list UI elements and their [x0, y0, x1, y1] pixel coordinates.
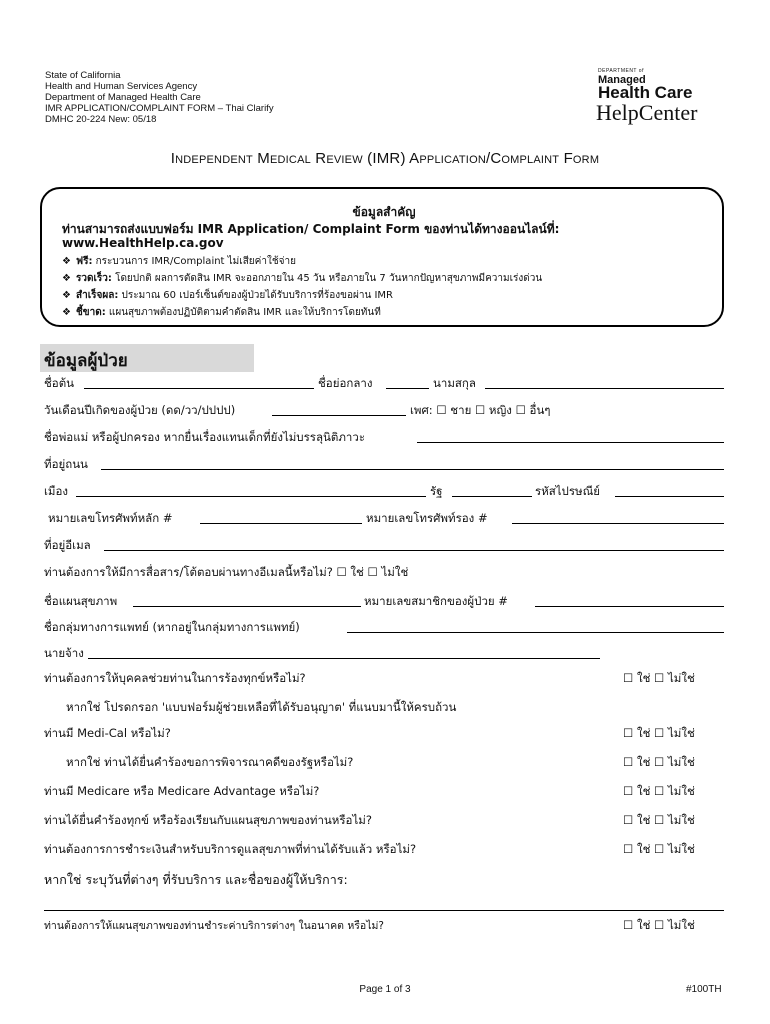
header-line: Health and Human Services Agency	[45, 81, 198, 92]
patient-info-section-header	[40, 344, 254, 372]
medicare-yes-no[interactable]: ☐ ใช่ ☐ ไม่ใช่	[623, 784, 695, 798]
header-line: State of California	[45, 70, 121, 81]
street-address-field[interactable]	[101, 469, 724, 470]
important-info-box	[40, 187, 724, 327]
zip-label: รหัสไปรษณีย์	[535, 484, 601, 498]
diamond-bullet-icon: ❖	[62, 307, 71, 318]
dmhc-helpcenter-logo	[596, 66, 726, 126]
state-field[interactable]	[452, 496, 532, 497]
reimbursement-question: ท่านต้องการการชำระเงินสำหรับบริการดูแลสุขภาพที่ท่านได้รับแล้ว หรือไม่?	[44, 842, 417, 856]
secondary-phone-field[interactable]	[512, 523, 724, 524]
medical-group-label: ชื่อกลุ่มทางการแพทย์ (หากอยู่ในกลุ่มทางการแพทย์)	[44, 620, 300, 634]
city-label: เมือง	[44, 484, 69, 498]
logo-managed-text: Managed	[598, 74, 646, 86]
bullet-label: รวดเร็ว:	[76, 273, 112, 284]
medicare-question: ท่านมี Medicare หรือ Medicare Advantage หรือไม่?	[44, 784, 320, 798]
header-line: DMHC 20-224 New: 05/18	[45, 114, 157, 125]
bullet-text: ประมาณ 60 เปอร์เซ็นต์ของผู้ป่วยได้รับบริการที่ร้องขอผ่าน IMR	[118, 290, 393, 301]
state-hearing-yes-no[interactable]: ☐ ใช่ ☐ ไม่ใช่	[623, 755, 695, 769]
employer-label: นายจ้าง	[44, 646, 84, 660]
state-label: รัฐ	[430, 484, 443, 498]
header-line: IMR APPLICATION/COMPLAINT FORM – Thai Clarify	[45, 103, 274, 114]
notice-heading: ข้อมูลสำคัญ	[352, 205, 416, 219]
grievance-question: ท่านได้ยื่นคำร้องทุกข์ หรือร้องเรียนกับแผนสุขภาพของท่านหรือไม่?	[44, 813, 372, 827]
last-name-field[interactable]	[485, 388, 724, 389]
diamond-bullet-icon: ❖	[62, 290, 71, 301]
guardian-field[interactable]	[417, 442, 724, 443]
notice-bullet	[62, 271, 542, 286]
bullet-text: กระบวนการ IMR/Complaint ไม่เสียค่าใช้จ่าย	[92, 256, 296, 267]
medi-cal-yes-no[interactable]: ☐ ใช่ ☐ ไม่ใช่	[623, 726, 695, 740]
future-payment-question: ท่านต้องการให้แผนสุขภาพของท่านชำระค่าบริการต่างๆ ในอนาคต หรือไม่?	[44, 920, 384, 932]
future-payment-yes-no[interactable]: ☐ ใช่ ☐ ไม่ใช่	[623, 918, 695, 932]
notice-bullet	[62, 254, 296, 269]
logo-health-care-text: Health Care	[598, 83, 693, 102]
guardian-label: ชื่อพ่อแม่ หรือผู้ปกครอง หากยื่นเรื่องแทนเด็กที่ยังไม่บรรลุนิติภาวะ	[44, 430, 366, 444]
assistant-question: ท่านต้องการให้บุคคลช่วยท่านในการร้องทุกข์หรือไม่?	[44, 671, 306, 685]
dob-field[interactable]	[272, 415, 406, 416]
reimbursement-yes-no[interactable]: ☐ ใช่ ☐ ไม่ใช่	[623, 842, 695, 856]
dob-label: วันเดือนปีเกิดของผู้ป่วย (ดด/วว/ปปปป)	[44, 403, 236, 417]
notice-online-text: ท่านสามารถส่งแบบฟอร์ม IMR Application/ Complaint Form ของท่านได้ทางออนไลน์ที่:	[62, 222, 560, 236]
logo-helpcenter-text: HelpCenter	[596, 100, 698, 125]
secondary-phone-label: หมายเลขโทรศัพท์รอง #	[366, 511, 488, 525]
last-name-label: นามสกุล	[433, 376, 476, 390]
middle-name-label: ชื่อย่อกลาง	[318, 376, 373, 390]
form-title: Independent Medical Review (IMR) Application/Complaint Form	[170, 150, 600, 167]
city-field[interactable]	[76, 496, 426, 497]
diamond-bullet-icon: ❖	[62, 273, 71, 284]
notice-bullet	[62, 305, 381, 320]
first-name-label: ชื่อต้น	[44, 376, 75, 390]
medical-group-field[interactable]	[347, 632, 724, 633]
bullet-text: โดยปกติ ผลการตัดสิน IMR จะออกภายใน 45 วัน หรือภายใน 7 วันหากปัญหาสุขภาพมีความเร่งด่วน	[111, 273, 543, 284]
member-id-label: หมายเลขสมาชิกของผู้ป่วย #	[364, 594, 508, 608]
sex-checkboxes[interactable]: เพศ: ☐ ชาย ☐ หญิง ☐ อื่นๆ	[410, 403, 551, 417]
page-number: Page 1 of 3	[359, 984, 411, 995]
email-field[interactable]	[104, 550, 724, 551]
agency-header	[45, 70, 274, 125]
primary-phone-label: หมายเลขโทรศัพท์หลัก #	[48, 511, 173, 525]
bullet-label: ชี้ขาด:	[76, 307, 106, 318]
health-plan-label: ชื่อแผนสุขภาพ	[44, 594, 118, 608]
bullet-text: แผนสุขภาพต้องปฏิบัติตามคำตัดสิน IMR และให้บริการโดยทันที	[105, 307, 381, 318]
first-name-field[interactable]	[84, 388, 314, 389]
diamond-bullet-icon: ❖	[62, 256, 71, 267]
section-title: ข้อมูลผู้ป่วย	[44, 351, 128, 371]
notice-bullet	[62, 288, 393, 303]
grievance-yes-no[interactable]: ☐ ใช่ ☐ ไม่ใช่	[623, 813, 695, 827]
form-id: #100TH	[686, 984, 722, 995]
service-dates-instruction: หากใช่ ระบุวันที่ต่างๆ ที่รับบริการ และชื่อของผู้ให้บริการ:	[44, 872, 348, 887]
assistant-instruction: หากใช่ โปรดกรอก 'แบบฟอร์มผู้ช่วยเหลือที่ได้รับอนุญาต' ที่แนบมานี้ให้ครบถ้วน	[66, 700, 457, 714]
primary-phone-field[interactable]	[200, 523, 362, 524]
bullet-label: ฟรี:	[76, 256, 93, 267]
email-label: ที่อยู่อีเมล	[44, 538, 91, 552]
street-address-label: ที่อยู่ถนน	[44, 457, 88, 471]
email-consent-question[interactable]: ท่านต้องการให้มีการสื่อสาร/โต้ตอบผ่านทางอีเมลนี้หรือไม่? ☐ ใช่ ☐ ไม่ใช่	[44, 565, 409, 579]
employer-field[interactable]	[88, 658, 600, 659]
notice-website-link[interactable]: www.HealthHelp.ca.gov	[62, 236, 224, 250]
assistant-yes-no[interactable]: ☐ ใช่ ☐ ไม่ใช่	[623, 671, 695, 685]
member-id-field[interactable]	[535, 606, 724, 607]
middle-name-field[interactable]	[386, 388, 429, 389]
zip-field[interactable]	[615, 496, 724, 497]
state-hearing-question: หากใช่ ท่านได้ยื่นคำร้องขอการพิจารณาคดีของรัฐหรือไม่?	[66, 755, 354, 769]
header-line: Department of Managed Health Care	[45, 92, 201, 103]
health-plan-field[interactable]	[133, 606, 361, 607]
logo-dept-text: DEPARTMENT of	[598, 68, 644, 74]
service-dates-field[interactable]	[44, 910, 724, 911]
bullet-label: สำเร็จผล:	[76, 290, 119, 301]
medi-cal-question: ท่านมี Medi-Cal หรือไม่?	[44, 726, 171, 740]
